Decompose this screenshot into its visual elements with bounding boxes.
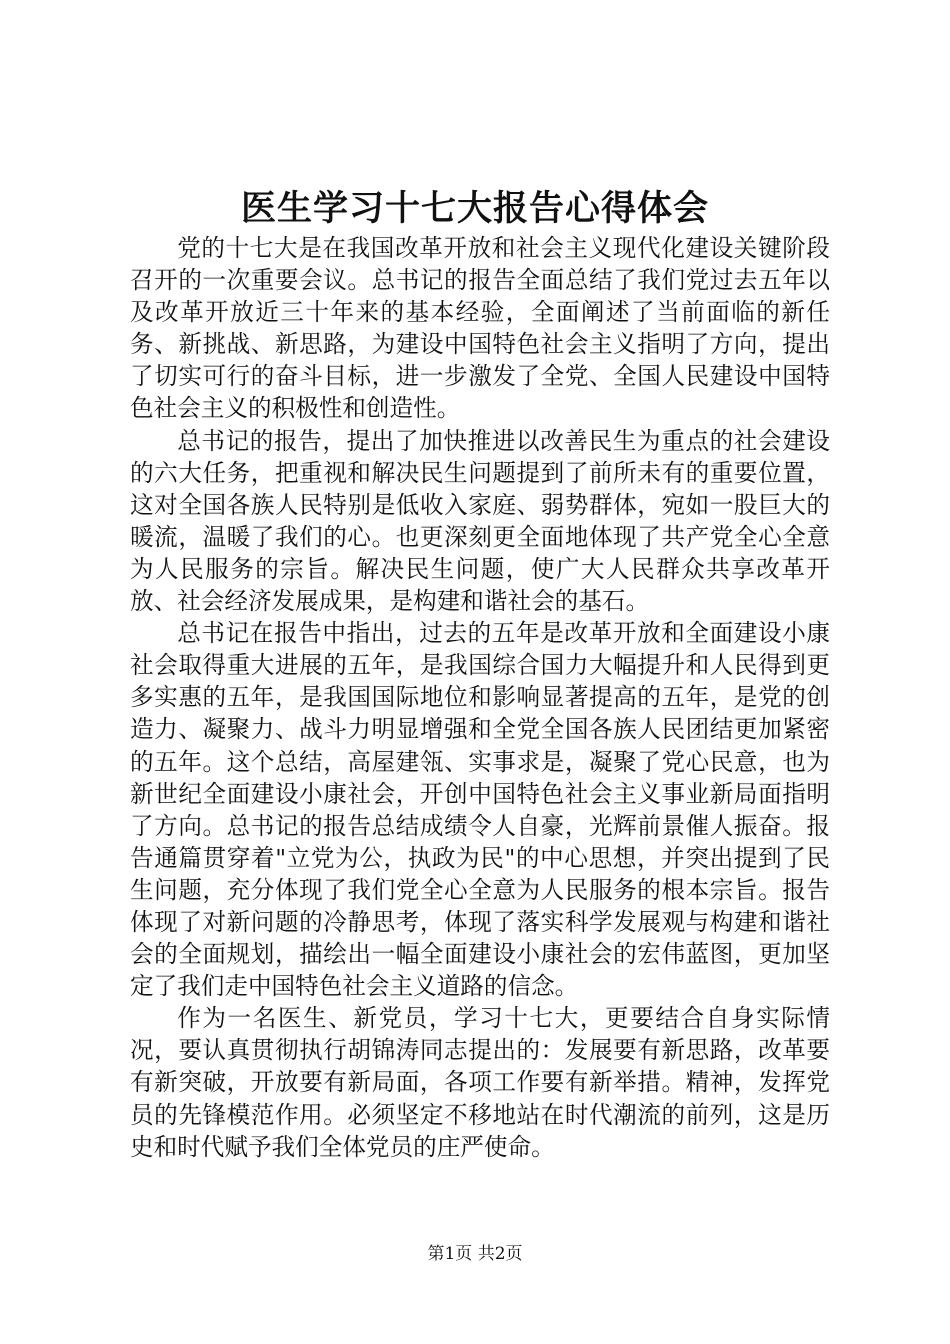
document-body <box>130 232 830 1163</box>
paragraph-1: 党的十七大是在我国改革开放和社会主义现代化建设关键阶段召开的一次重要会议。总书记的报告全面总结了我们党过去五年以及改革开放近三十年来的基本经验，全面阐述了当前面临的新任务、新挑战、新思路，为建设中国特色社会主义指明了方向，提出了切实可行的奋斗目标，进一步激发了全党、全国人民建设中国特色社会主义的积极性和创造性。 <box>130 234 830 423</box>
paragraph-3: 总书记在报告中指出，过去的五年是改革开放和全面建设小康社会取得重大进展的五年，是我国综合国力大幅提升和人民得到更多实惠的五年，是我国国际地位和影响显著提高的五年，是党的创造力、凝聚力、战斗力明显增强和全党全国各族人民团结更加紧密的五年。这个总结，高屋建瓴、实事求是，凝聚了党心民意，也为新世纪全面建设小康社会，开创中国特色社会主义事业新局面指明了方向。总书记的报告总结成绩令人自豪，光辉前景催人振奋。报告通篇贯穿着"立党为公，执政为民"的中心思想，并突出提到了民生问题，充分体现了我们党全心全意为人民服务的根本宗旨。报告体现了对新问题的冷静思考，体现了落实科学发展观与构建和谐社会的全面规划，描绘出一幅全面建设小康社会的宏伟蓝图，更加坚定了我们走中国特色社会主义道路的信念。 <box>130 619 830 1001</box>
page-title: 医生学习十七大报告心得体会 <box>240 189 709 229</box>
page-footer <box>0 1242 950 1266</box>
paragraph-4: 作为一名医生、新党员，学习十七大，更要结合自身实际情况，要认真贯彻执行胡锦涛同志提出的：发展要有新思路，改革要有新突破，开放要有新局面，各项工作要有新举措。精神，发挥党员的先锋模范作用。必须坚定不移地站在时代潮流的前列，这是历史和时代赋予我们全体党员的庄严使命。 <box>130 1004 830 1161</box>
paragraph-2: 总书记的报告，提出了加快推进以改善民生为重点的社会建设的六大任务，把重视和解决民生问题提到了前所未有的重要位置，这对全国各族人民特别是低收入家庭、弱势群体，宛如一股巨大的暖流，温暖了我们的心。也更深刻更全面地体现了共产党全心全意为人民服务的宗旨。解决民生问题，使广大人民群众共享改革开放、社会经济发展成果，是构建和谐社会的基石。 <box>130 426 830 616</box>
page-number-label: 第1页 共2页 <box>427 1244 523 1264</box>
